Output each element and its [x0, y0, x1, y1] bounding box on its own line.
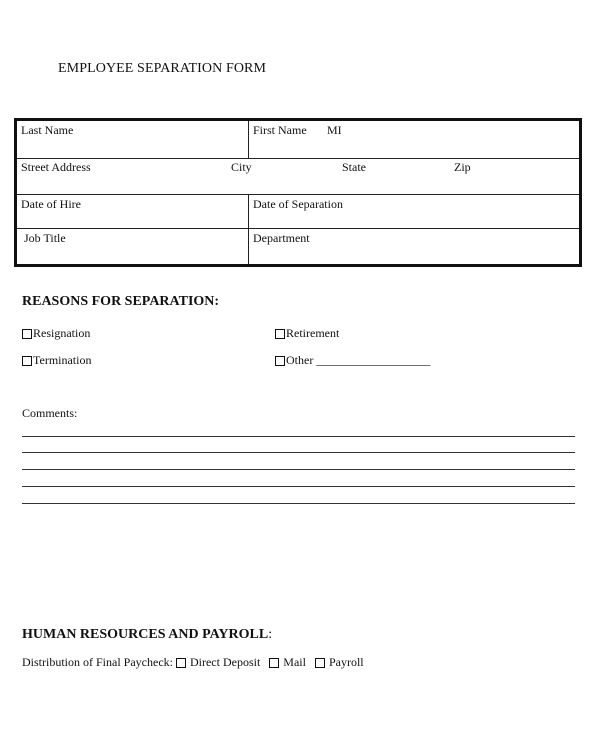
city-label: City: [231, 160, 252, 174]
column-divider: [248, 229, 249, 264]
termination-checkbox[interactable]: [22, 356, 32, 366]
resignation-option[interactable]: [22, 326, 90, 341]
paycheck-distribution-row: [22, 655, 370, 670]
comment-line[interactable]: [22, 486, 575, 487]
reasons-heading: REASONS FOR SEPARATION:: [22, 294, 220, 309]
payroll-label: Payroll: [328, 655, 364, 669]
job-row: [17, 229, 579, 264]
payroll-checkbox[interactable]: [315, 658, 325, 668]
other-label: Other ___________________: [286, 353, 431, 367]
name-row: [17, 121, 579, 159]
zip-label: Zip: [454, 160, 471, 174]
first-name-label: First Name: [253, 123, 307, 137]
date-of-separation-label: Date of Separation: [253, 197, 343, 211]
form-title: EMPLOYEE SEPARATION FORM: [58, 61, 267, 76]
other-option[interactable]: [275, 353, 430, 368]
direct-deposit-checkbox[interactable]: [176, 658, 186, 668]
resignation-checkbox[interactable]: [22, 329, 32, 339]
hr-payroll-heading-text: HUMAN RESOURCES AND PAYROLL: [22, 627, 269, 642]
retirement-label: Retirement: [286, 326, 340, 340]
comment-line[interactable]: [22, 452, 575, 453]
hr-payroll-heading: [22, 627, 272, 643]
employee-info-table: [14, 118, 582, 267]
termination-option[interactable]: [22, 353, 91, 368]
mail-checkbox[interactable]: [269, 658, 279, 668]
paycheck-distribution-label: Distribution of Final Paycheck:: [22, 655, 173, 669]
mi-label: MI: [327, 123, 342, 137]
other-checkbox[interactable]: [275, 356, 285, 366]
comments-label: Comments:: [22, 406, 78, 420]
state-label: State: [342, 160, 366, 174]
dates-row: [17, 195, 579, 229]
column-divider: [248, 121, 249, 158]
comment-line[interactable]: [22, 469, 575, 470]
column-divider: [248, 195, 249, 228]
hr-payroll-heading-colon: :: [268, 627, 273, 642]
retirement-option[interactable]: [275, 326, 339, 341]
retirement-checkbox[interactable]: [275, 329, 285, 339]
street-address-label: Street Address: [21, 160, 91, 174]
termination-label: Termination: [33, 353, 92, 367]
department-label: Department: [253, 231, 310, 245]
direct-deposit-label: Direct Deposit: [189, 655, 261, 669]
comment-line[interactable]: [22, 436, 575, 437]
job-title-label: Job Title: [24, 231, 66, 245]
resignation-label: Resignation: [33, 326, 91, 340]
mail-label: Mail: [283, 655, 306, 669]
date-of-hire-label: Date of Hire: [21, 197, 81, 211]
last-name-label: Last Name: [21, 123, 74, 137]
comment-line[interactable]: [22, 503, 575, 504]
address-row: [17, 159, 579, 195]
